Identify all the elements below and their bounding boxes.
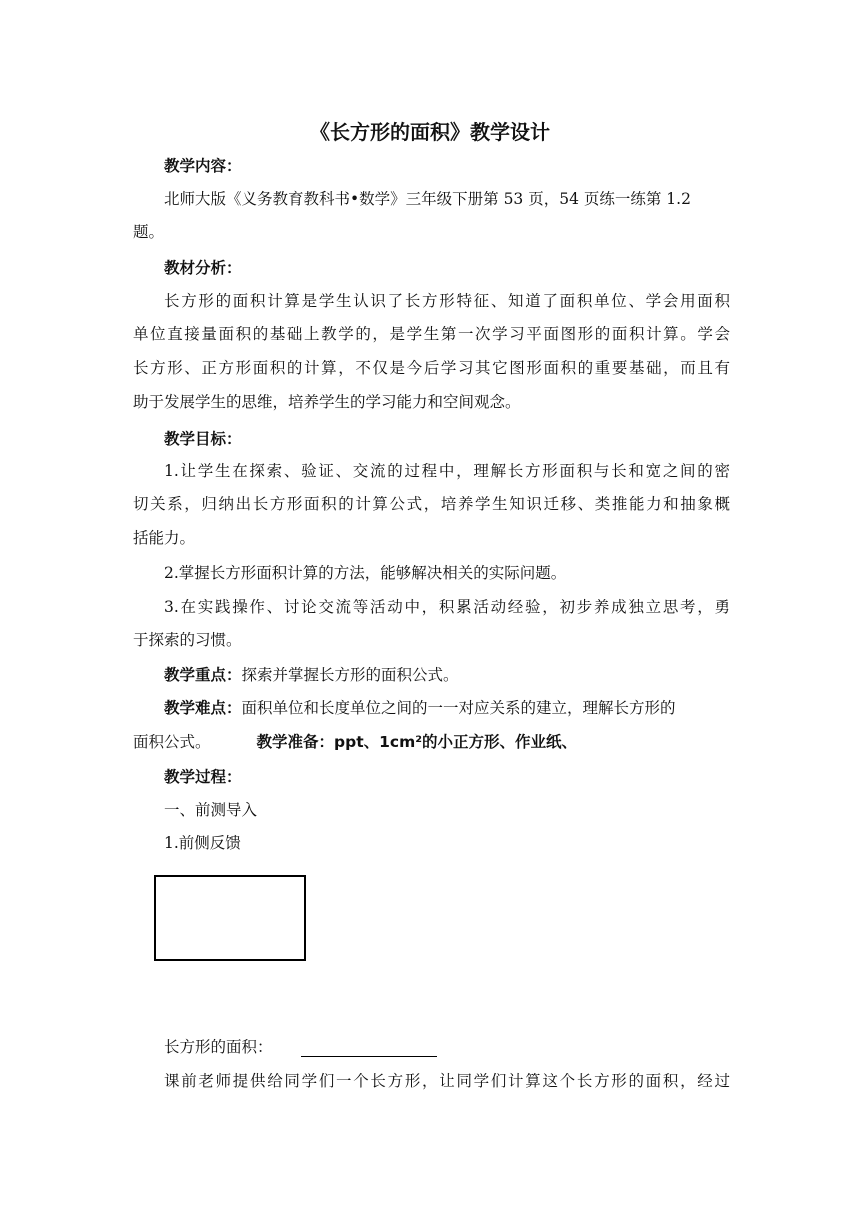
answer-blank-line xyxy=(301,1040,437,1057)
section-1-heading: 一、前测导入 xyxy=(164,801,258,819)
difficulty-text-1: 面积单位和长度单位之间的一一对应关系的建立，理解长方形的 xyxy=(241,699,676,717)
document-title: 《长方形的面积》教学设计 xyxy=(310,120,550,144)
difficulty-label: 教学难点： xyxy=(164,699,242,717)
analysis-line-2: 单位直接量面积的基础上教学的，是学生第一次学习平面图形的面积计算。学会 xyxy=(133,325,730,343)
last-line: 课前老师提供给同学们一个长方形，让同学们计算这个长方形的面积，经过 xyxy=(164,1072,730,1090)
goal1-line-1: 1.让学生在探索、验证、交流的过程中，理解长方形面积与长和宽之间的密 xyxy=(164,462,730,480)
analysis-line-1: 长方形的面积计算是学生认识了长方形特征、知道了面积单位、学会用面积 xyxy=(164,292,730,310)
analysis-line-4: 助于发展学生的思维，培养学生的学习能力和空间观念。 xyxy=(133,393,521,411)
goal1-line-2: 切关系，归纳出长方形面积的计算公式，培养学生知识迁移、类推能力和抽象概 xyxy=(133,495,730,513)
key-point-text: 探索并掌握长方形的面积公式。 xyxy=(241,666,459,684)
area-label: 长方形的面积： xyxy=(164,1038,273,1056)
goal1-line-3: 括能力。 xyxy=(133,529,196,547)
item-1-heading: 1.前侧反馈 xyxy=(164,834,241,852)
key-point xyxy=(164,665,764,685)
content-heading: 教学内容： xyxy=(164,157,242,175)
analysis-heading: 教材分析： xyxy=(164,259,242,277)
goal2-line: 2.掌握长方形面积计算的方法，能够解决相关的实际问题。 xyxy=(164,564,567,582)
process-heading: 教学过程： xyxy=(164,768,242,786)
rectangle-figure xyxy=(154,875,306,961)
area-question xyxy=(164,1037,764,1057)
analysis-line-3: 长方形、正方形面积的计算，不仅是今后学习其它图形面积的重要基础，而且有 xyxy=(133,359,730,377)
content-line-1: 北师大版《义务教育教科书•数学》三年级下册第 53 页，54 页练一练第 1.2 xyxy=(164,190,691,208)
content-line-2: 题。 xyxy=(133,223,165,241)
key-point-label: 教学重点： xyxy=(164,666,242,684)
difficulty-point xyxy=(164,698,764,718)
goal3-line-2: 于探索的习惯。 xyxy=(133,631,242,649)
preparation-text: 教学准备：ppt、1cm²的小正方形、作业纸、 xyxy=(256,733,578,751)
difficulty-line-2 xyxy=(133,732,733,752)
goal3-line-1: 3.在实践操作、讨论交流等活动中，积累活动经验，初步养成独立思考，勇 xyxy=(164,598,730,616)
goals-heading: 教学目标： xyxy=(164,430,242,448)
difficulty-text-2: 面积公式。 xyxy=(133,733,211,751)
